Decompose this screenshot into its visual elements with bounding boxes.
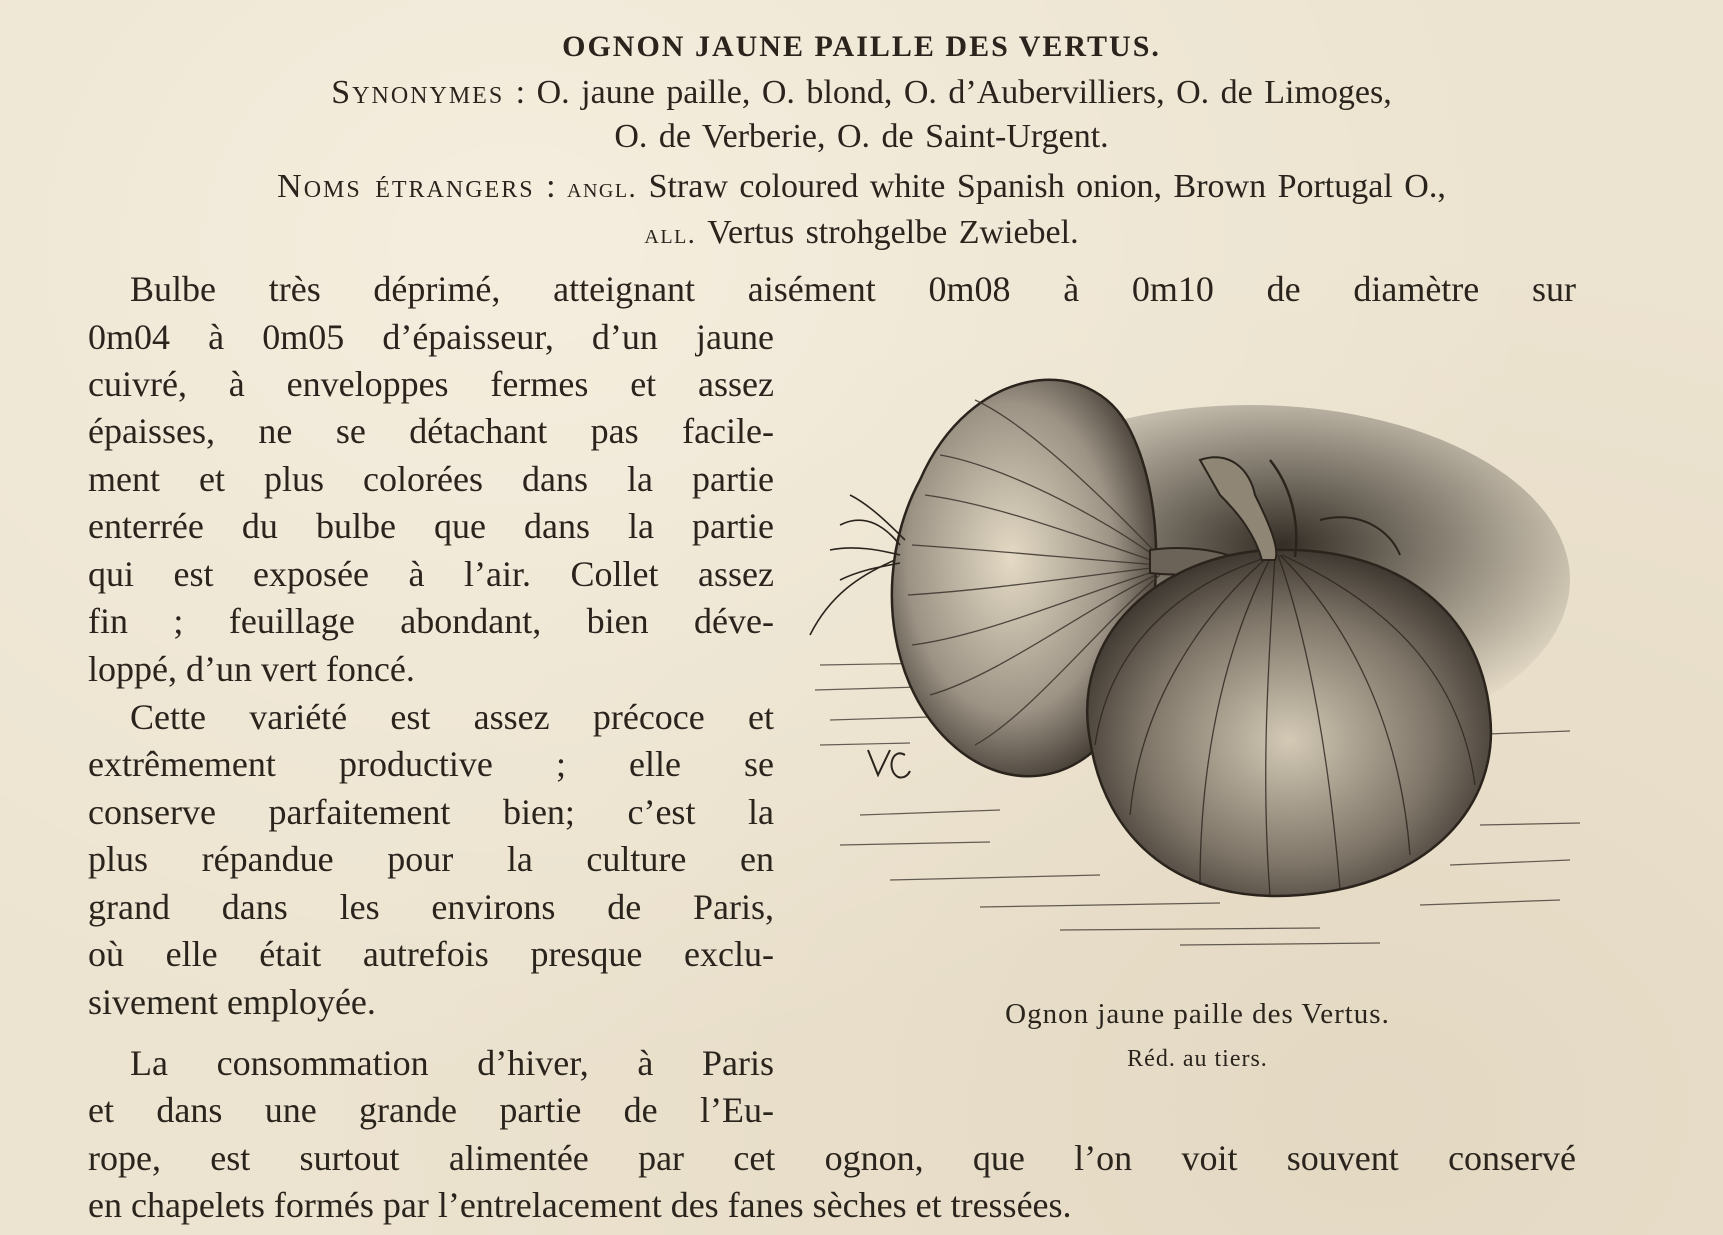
body-line: Bulbe très déprimé, atteignant aisément 0m08 à 0m10 de diamètre sur [130,269,1576,309]
body-line: plus répandue pour la culture en [88,839,774,879]
english-name: Straw coloured white Spanish onion, Brown Portugal O., [648,168,1446,205]
body-line: extrêmement productive ; elle se [88,744,774,784]
body-line: La consommation d’hiver, à Paris [130,1043,774,1083]
body-line: loppé, d’un vert foncé. [88,649,415,689]
body-line: conserve parfaitement bien; c’est la [88,792,774,832]
synonyms-line-2: O. de Verberie, O. de Saint-Urgent. [614,118,1109,155]
foreign-names-label: Noms étrangers [277,168,535,205]
german-name: Vertus strohgelbe Zwiebel. [707,214,1079,251]
body-line: ment et plus colorées dans la partie [88,459,774,499]
foreign-names-line-1: Noms étrangers : angl. Straw coloured white Spanish onion, Brown Portugal O., [277,168,1446,205]
body-line: où elle était autrefois presque exclu- [88,934,774,974]
figure-scale-note: Réd. au tiers. [1127,1046,1268,1072]
right-onion-bulb [1087,550,1491,896]
onion-engraving [800,345,1590,985]
body-line: épaisses, ne se détachant pas facile- [88,411,774,451]
entry-title: OGNON JAUNE PAILLE DES VERTUS. [562,30,1161,63]
synonyms-text-1: O. jaune paille, O. blond, O. d’Aubervilliers, O. de Limoges, [536,74,1392,111]
body-line: Cette variété est assez précoce et [130,697,774,737]
root-tuft [810,495,905,635]
german-label: all. [644,219,697,250]
body-line: en chapelets formés par l’entrelacement des fanes sèches et tressées. [88,1185,1072,1225]
body-line: enterrée du bulbe que dans la partie [88,506,774,546]
engraver-monogram [868,750,910,778]
figure-caption: Ognon jaune paille des Vertus. [1005,998,1390,1030]
body-line: et dans une grande partie de l’Eu- [88,1090,774,1130]
body-line: 0m04 à 0m05 d’épaisseur, d’un jaune [88,317,774,357]
body-line: qui est exposée à l’air. Collet assez [88,554,774,594]
body-line: rope, est surtout alimentée par cet ognon, que l’on voit souvent conservé [88,1138,1576,1178]
english-label: angl. [567,173,638,204]
synonyms-label: Synonymes [331,74,505,111]
foreign-names-line-2 [0,214,1723,252]
body-line: sivement employée. [88,982,376,1022]
body-line: cuivré, à enveloppes fermes et assez [88,364,774,404]
synonyms-line-1: Synonymes : O. jaune paille, O. blond, O. d’Aubervilliers, O. de Limoges, [331,74,1392,111]
body-line: fin ; feuillage abondant, bien déve- [88,601,774,641]
body-line: grand dans les environs de Paris, [88,887,774,927]
